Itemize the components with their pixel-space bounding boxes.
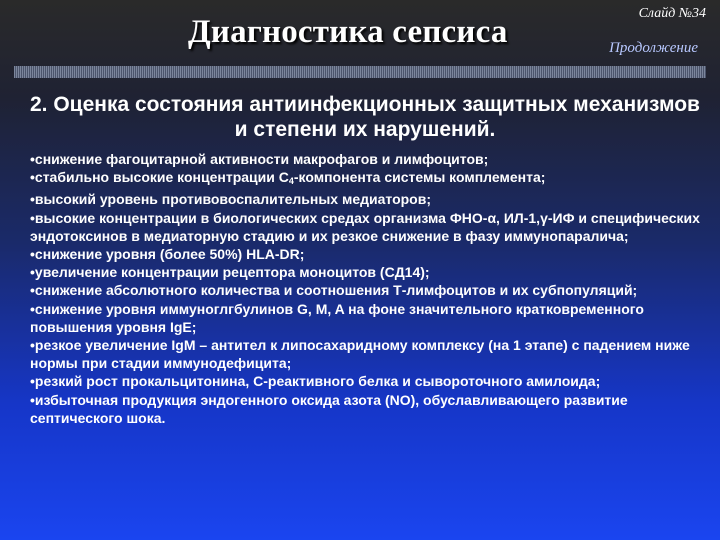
slide-number: Слайд №34: [638, 6, 706, 21]
list-item: •высокий уровень противовоспалительных медиаторов;: [30, 191, 431, 208]
title-divider: [14, 66, 706, 78]
section-heading: [20, 92, 710, 142]
list-item: •снижение уровня (более 50%) HLA-DR;: [30, 246, 305, 263]
list-item: •резкий рост прокальцитонина, С-реактивного белка и сывороточного амилоида;: [30, 373, 601, 390]
list-item: •резкое увеличение IgM – антител к липосахаридному комплексу (на 1 этапе) с падением ниже нормы при стадии иммунодефицита;: [30, 337, 690, 372]
slide-title: Диагностика сепсиса: [188, 14, 508, 50]
continued-label: Продолжение: [609, 40, 698, 56]
list-item-text: •стабильно высокие концентрации C: [30, 169, 289, 186]
section-heading-line-2: и степени их нарушений.: [234, 118, 496, 141]
list-item-text: -компонента системы комплемента;: [293, 169, 546, 186]
subscript: 4: [288, 176, 294, 187]
list-item: •избыточная продукция эндогенного оксида азота (NO), обуславливающего развитие септического шока.: [30, 391, 628, 426]
bullet-list: [30, 150, 716, 427]
list-item: [30, 168, 716, 190]
section-heading-line-1: 2. Оценка состояния антиинфекционных защитных механизмов: [30, 93, 700, 116]
list-item: •снижение фагоцитарной активности макрофагов и лимфоцитов;: [30, 151, 489, 167]
list-item: •высокие концентрации в биологических средах организма ФНО-α, ИЛ-1,γ-ИФ и специфических эндотоксинов в медиаторную стадию и их резкое снижение в фазу иммунопаралича;: [30, 209, 700, 244]
list-item: •увеличение концентрации рецептора моноцитов (CД14);: [30, 264, 430, 281]
list-item: •снижение уровня иммуноглгбулинов G, M, A на фоне значительного кратковременного повышения уровня IgE;: [30, 300, 644, 335]
list-item: •снижение абсолютного количества и соотношения Т-лимфоцитов и их субпопуляций;: [30, 282, 638, 299]
